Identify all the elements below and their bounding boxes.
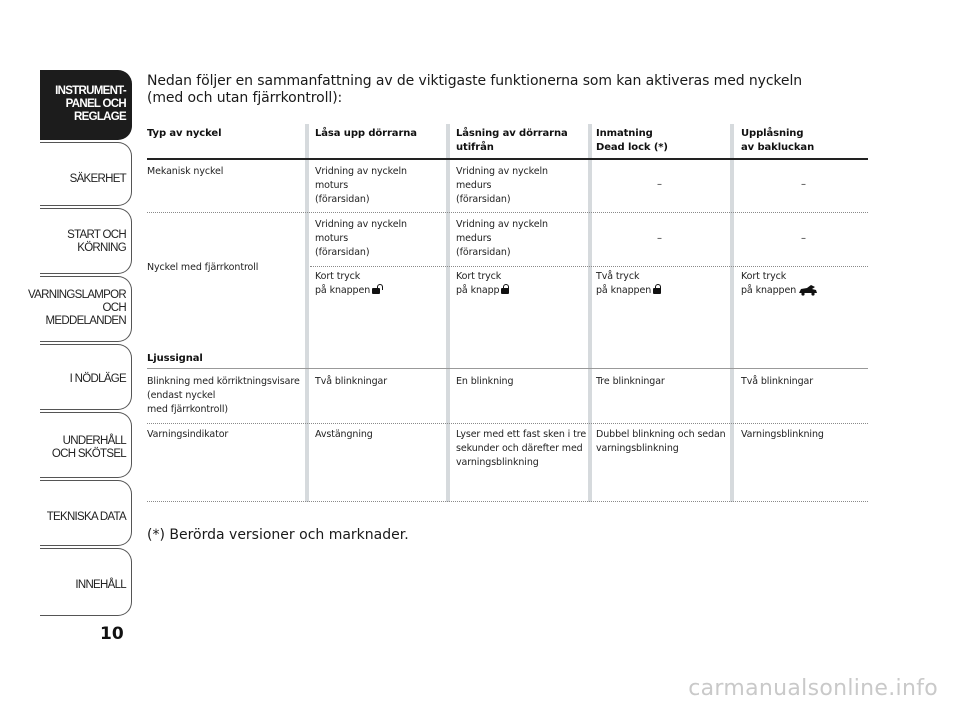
row-fjarr-b-lasning-text: Kort tryck på knapp bbox=[456, 271, 502, 296]
row-separator bbox=[147, 423, 868, 424]
row-varning-upplasning: Avstängning bbox=[315, 429, 373, 440]
header-lasning-utifran: Låsning av dörrarna utifrån bbox=[456, 128, 568, 153]
footnote: (*) Berörda versioner och marknader. bbox=[147, 527, 409, 543]
tab-i-nodlage[interactable] bbox=[40, 344, 132, 410]
row-fjarr-a-lasning: Vridning av nyckeln medurs (förarsidan) bbox=[456, 219, 548, 258]
header-lasa-upp: Låsa upp dörrarna bbox=[315, 128, 417, 139]
header-dead-lock: Inmatning Dead lock (*) bbox=[596, 128, 668, 153]
page-number: 10 bbox=[100, 624, 124, 644]
column-divider bbox=[730, 124, 734, 502]
chapter-sidebar bbox=[0, 0, 140, 709]
tab-varningslampor-label: VARNINGSLAMPOR OCH MEDDELANDEN bbox=[28, 289, 126, 327]
row-mekanisk-label: Mekanisk nyckel bbox=[147, 166, 224, 177]
column-divider bbox=[588, 124, 592, 502]
row-mekanisk-lasning: Vridning av nyckeln medurs (förarsidan) bbox=[456, 166, 548, 205]
tab-varningslampor[interactable] bbox=[28, 276, 132, 342]
tab-nodlage-label: I NÖDLÄGE bbox=[69, 373, 126, 385]
tab-tekniska-label: TEKNISKA DATA bbox=[46, 511, 126, 523]
row-blinkning-deadlock: Tre blinkningar bbox=[596, 376, 665, 387]
row-blinkning-lasning: En blinkning bbox=[456, 376, 514, 387]
row-fjarr-a-deadlock: – bbox=[657, 233, 662, 244]
tab-instrumentpanel[interactable]: INSTRUMENT- PANEL OCH REGLAGE bbox=[40, 70, 132, 140]
tab-underhall[interactable] bbox=[40, 412, 132, 478]
row-mekanisk-deadlock: – bbox=[657, 179, 662, 190]
header-typ-av-nyckel: Typ av nyckel bbox=[147, 128, 222, 139]
header-rule bbox=[147, 158, 868, 160]
row-fjarr-b-baklucka-text: Kort tryck på knappen bbox=[741, 271, 797, 296]
lock-icon bbox=[653, 284, 661, 294]
row-fjarr-a-baklucka: – bbox=[801, 233, 806, 244]
row-varning-baklucka: Varningsblinkning bbox=[741, 429, 824, 440]
column-divider bbox=[446, 124, 450, 502]
section-ljussignal: Ljussignal bbox=[147, 353, 203, 364]
row-mekanisk-upplasning: Vridning av nyckeln moturs (förarsidan) bbox=[315, 166, 407, 205]
unlock-icon bbox=[372, 284, 380, 294]
row-fjarr-b-deadlock bbox=[596, 270, 661, 298]
row-blinkning-upplasning: Två blinkningar bbox=[315, 376, 388, 387]
tab-sakerhet[interactable] bbox=[40, 142, 132, 206]
tab-innehall-label: INNEHÅLL bbox=[75, 579, 126, 591]
row-fjarr-label: Nyckel med fjärrkontroll bbox=[147, 262, 259, 273]
lock-icon bbox=[501, 284, 509, 294]
row-varning-lasning: Lyser med ett fast sken i tre sekunder och därefter med varningsblinkning bbox=[456, 429, 587, 468]
row-blinkning-label: Blinkning med körriktningsvisare (endast nyckel med fjärrkontroll) bbox=[147, 376, 300, 415]
row-fjarr-b-deadlock-text: Två tryck på knappen bbox=[596, 271, 652, 296]
row-fjarr-b-lasning bbox=[456, 270, 509, 298]
row-mekanisk-baklucka: – bbox=[801, 179, 806, 190]
row-fjarr-b-upplasning bbox=[315, 270, 380, 298]
car-trunk-icon bbox=[798, 284, 818, 296]
tab-sakerhet-label: SÄKERHET bbox=[69, 173, 126, 185]
row-fjarr-b-upplasning-text: Kort tryck på knappen bbox=[315, 271, 371, 296]
row-fjarr-a-upplasning: Vridning av nyckeln moturs (förarsidan) bbox=[315, 219, 407, 258]
column-divider bbox=[305, 124, 309, 502]
row-separator bbox=[147, 212, 868, 213]
tab-underhall-label: UNDERHÅLL OCH SKÖTSEL bbox=[51, 435, 126, 460]
tab-start-och-korning[interactable] bbox=[40, 208, 132, 274]
watermark: carmanualsonline.info bbox=[688, 676, 938, 701]
row-varning-deadlock: Dubbel blinkning och sedan varningsblinkning bbox=[596, 429, 726, 454]
tab-tekniska-data[interactable] bbox=[40, 480, 132, 546]
row-separator bbox=[147, 368, 868, 369]
row-separator bbox=[310, 266, 868, 267]
table-bottom-rule bbox=[147, 501, 868, 502]
row-blinkning-baklucka: Två blinkningar bbox=[741, 376, 814, 387]
intro-paragraph: Nedan följer en sammanfattning av de viktigaste funktionerna som kan aktiveras med nyckeln (med och utan fjärrkontroll): bbox=[147, 73, 803, 106]
tab-start-label: START OCH KÖRNING bbox=[67, 229, 126, 254]
row-fjarr-b-baklucka bbox=[741, 270, 818, 298]
header-upplasning-baklucka: Upplåsning av bakluckan bbox=[741, 128, 815, 153]
tab-innehall[interactable] bbox=[40, 548, 132, 616]
row-varning-label: Varningsindikator bbox=[147, 429, 229, 440]
